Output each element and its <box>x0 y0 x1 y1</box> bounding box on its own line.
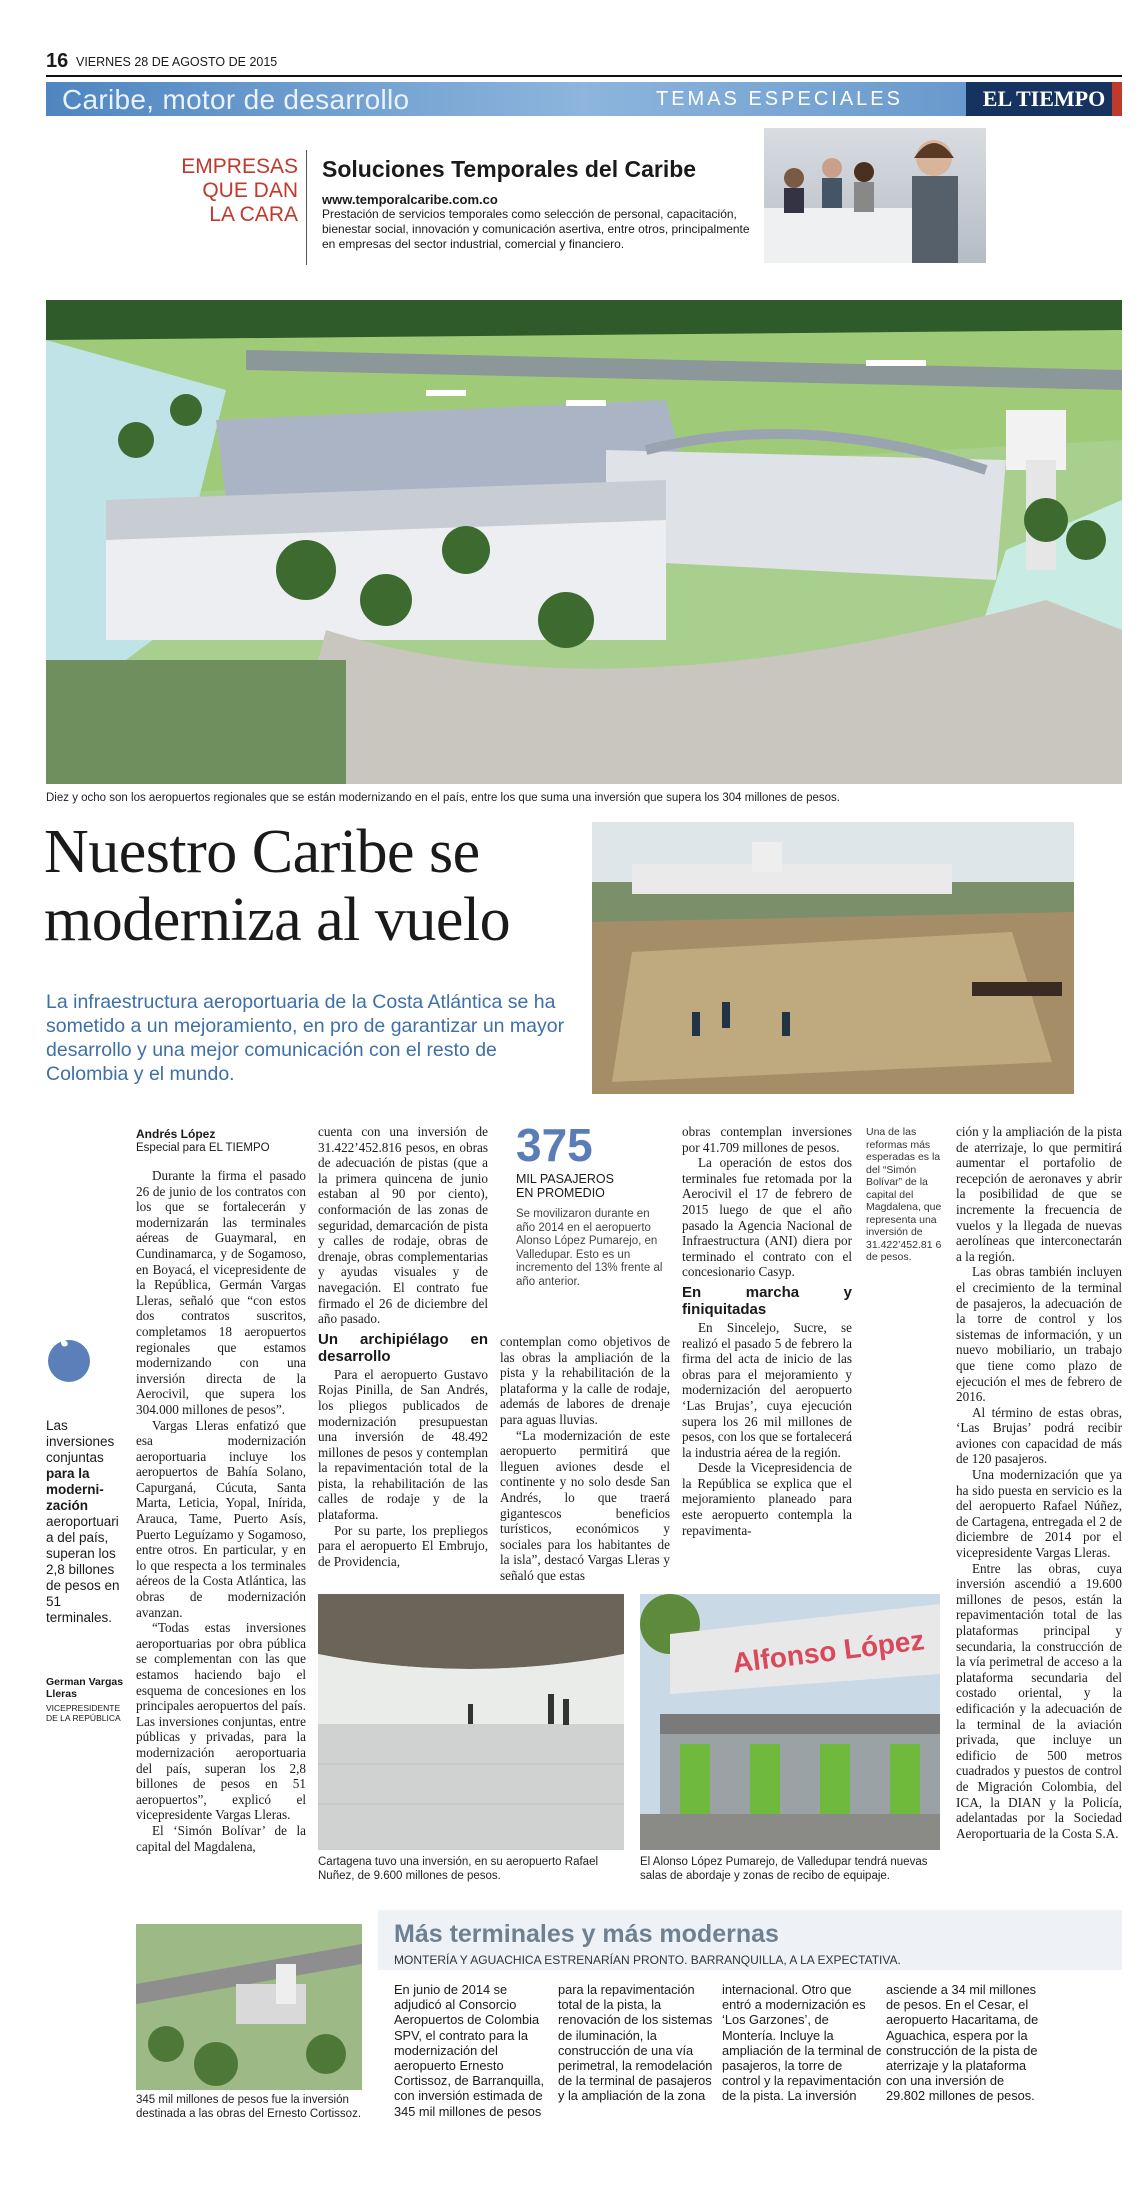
article-col-4: obras contemplan inversiones por 41.709 millones de pesos. La operación de estos dos terminales fue retomada por la Aerocivil el 17 de febrero de 2015 luego de que el año pasado la Agencia Nacional de Infraestructura (ANI) diera por terminado el contrato con el concesionario Casyp. En marcha y finiquitadas En Sincelejo, Sucre, se realizó el pasado 5 de febrero la firma del acta de inicio de las obras para el mejoramiento y modernización del aeropuerto ‘Las Brujas’, cuya ejecución supera los 26 mil millones de pesos, con los que se fortalecerá la industria aérea de la región. Desde la Vicepresidencia de la República se explica que el mejoramiento planeado para este aeropuerto contempla la repavimenta- <box>682 1124 852 1538</box>
main-photo-caption: Diez y ocho son los aeropuertos regionales que se están modernizando en el país, entre los que suma una inversión que supera los 304 millones de pesos. <box>46 792 840 804</box>
article-col-2: cuenta con una inversión de 31.422’452.816 pesos, en obras de adecuación de pistas (que a la primera quincena de junio estaban al 90 por ciento), conformación de las zonas de seguridad, demarcación de pista y calles de rodaje, obras de drenaje, obras complementarias y ayudas visuales y de navegación. El contrato fue firmado el 26 de diciembre del año pasado. Un archipiélago en desarrollo Para el aeropuerto Gustavo Rojas Pinilla, de San Andrés, los pliegos publicados de modernización presupuestan una inversión de 48.492 millones de pesos y contemplan la repavimentación total de la pista, la rehabilitación de las calles de rodaje y de la plataforma. Por su parte, los prepliegos para el aeropuerto El Embrujo, de Providencia, <box>318 1124 488 1569</box>
terminal-interior-illustration <box>318 1594 624 1850</box>
quote-author: German Vargas Lleras <box>46 1676 124 1700</box>
aerial-illustration <box>136 1924 362 2090</box>
caption-barranquilla: 345 mil millones de pesos fue la inversión destinada a las obras del Ernesto Cortissoz. <box>136 2094 362 2120</box>
box-col-4: asciende a 34 mil millones de pesos. En el Cesar, el aeropuerto Hacaritama, de Aguachica, espera por la construcción de la pista de aterrizaje y la plataforma con una inversión de 29.802 millones de pesos. <box>886 1982 1039 2104</box>
stat-label: MIL PASAJEROS EN PROMEDIO <box>516 1172 614 1200</box>
page-date: VIERNES 28 DE AGOSTO DE 2015 <box>76 55 278 69</box>
byline-role: Especial para EL TIEMPO <box>136 1142 270 1154</box>
box-col-3: internacional. Otro que entró a modernización es ‘Los Garzones’, de Montería. Incluye la ampliación de la terminal de pasajeros, la torre de control y la repavimentación de la pista. La inversión <box>722 1982 882 2104</box>
ad-company: Soluciones Temporales del Caribe <box>322 156 697 182</box>
subhead-marcha: En marcha y finiquitadas <box>682 1283 852 1318</box>
box-subtitle: MONTERÍA Y AGUACHICA ESTRENARÍAN PRONTO. BARRANQUILLA, A LA EXPECTATIVA. <box>394 1953 901 1967</box>
ad-tag: EMPRESAS QUE DAN LA CARA <box>181 155 298 226</box>
caption-cartagena: Cartagena tuvo una inversión, en su aeropuerto Rafael Nuñez, de 9.600 millones de pesos. <box>318 1856 599 1882</box>
article-col-1: Durante la firma el pasado 26 de junio de los contratos con los que se fortalecerán y modernizarán las terminales aéreas de Guaymaral, en Cundinamarca, y de Sogamoso, en Boyacá, el vicepresidente de la República, Germán Vargas Lleras, señaló que “con estos dos contratos suscritos, completamos 18 aeropuertos regionales que estamos modernizando con una inversión directa de la Aerocivil, que supera los 304.000 millones de pesos”. Vargas Lleras enfatizó que esa modernización aeroportuaria incluye los aeropuertos de Bahía Solano, Capurganá, Cúcuta, Santa Marta, Leticia, Yopal, Inírida, Arauca, Tame, Puerto Asís, Puerto Leguízamo y Sogamoso, entre otros. En particular, y en lo que respecta a los terminales aéreos de la Costa Atlántica, las obras de modernización avanzan. “Todas estas inversiones aeroportuarias por obra pública se complementan con las que estamos haciendo bajo el esquema de concesiones en los principales aeropuertos del país. Las inversiones conjuntas, entre públicas y privadas, para la modernización aeroportuaria del país, superan los 2,8 billones de pesos en 51 aeropuertos”, explicó el vicepresidente Vargas Lleras. El ‘Simón Bolívar’ de la capital del Magdalena, <box>136 1168 306 1854</box>
quote-text: Las inversiones conjuntas para la moderni-zación aeroportuari a del país, superan los 2,8 billones de pesos en 51 terminales. <box>46 1418 120 1625</box>
quote-mark: ‘ <box>56 1323 74 1380</box>
box-title: Más terminales y más modernas <box>394 1920 779 1948</box>
side-note: Una de las reformas más esperadas es la del “Simón Bolívar” de la capital del Magdalena, que representa una inversión de 31.422’452.81 6 de pesos. <box>866 1126 942 1263</box>
construction-illustration <box>592 822 1074 1094</box>
ad-description: Prestación de servicios temporales como selección de personal, capacitación, bienestar social, innovación y comunicación asertiva, entre otros, principalmente en empresas del sector industrial, comercial y financiero. <box>322 207 750 251</box>
article-col-5: ción y la ampliación de la pista de aterrizaje, lo que permitirá aumentar el portafolio de recepción de aeronaves y abrir la posibilidad de que se incremente la frecuencia de vuelos y la llegada de nuevas aerolíneas que interconectarán a la región. Las obras también incluyen el crecimiento de la terminal de pasajeros, la adecuación de la torre de control y los sistemas de información, y un nuevo mobiliario, un trabajo que tiene como plazo de ejecución el mes de febrero de 2016. Al término de estas obras, ‘Las Brujas’ podrá recibir aviones con capacidad de más de 120 pasajeros. Una modernización que ya ha sido puesta en servicio es la del aeropuerto Rafael Núñez, de Cartagena, entregada el 2 de diciembre de 2014 por el vicepresidente Vargas Lleras. Entre las obras, cuya inversión ascendió a 19.600 millones de pesos, están la repavimentación total de las plataformas principal y secundaria, la construcción de la vía perimetral de acceso a la plataforma secundaria del costado oriental, y la edificación y la adecuación de la terminal de la aviación privada, que incluye un edificio de 500 metros cuadrados y puestos de control de Migración Colombia, del ICA, la DIAN y la Policía, adelantadas por la Sociedad Aeroportuaria de la Costa S.A. <box>956 1124 1122 1841</box>
headline: Nuestro Caribe se moderniza al vuelo <box>44 818 511 954</box>
banner-accent <box>1112 82 1122 116</box>
construction-photo <box>592 822 1074 1094</box>
airport-render-photo <box>46 300 1122 784</box>
airport-illustration <box>46 300 1122 784</box>
box-col-2: para la repavimentación total de la pista, la renovación de los sistemas de iluminación, la construcción de una vía perimetral, la remodelación de la terminal de pasajeros y la ampliación de la zona <box>558 1982 713 2104</box>
lede: La infraestructura aeroportuaria de la Costa Atlántica se ha sometido a un mejoramiento, en pro de garantizar un mayor desarrollo y una mejor comunicación con el resto de Colombia y el mundo. <box>46 991 565 1085</box>
section-label: TEMAS ESPECIALES <box>656 88 903 110</box>
quote-role: VICEPRESIDENTE DE LA REPÚBLICA <box>46 1703 121 1723</box>
brand-logo: EL TIEMPO <box>966 82 1122 116</box>
section-banner <box>46 82 1122 116</box>
terminal-sign: Alfonso López <box>730 1624 926 1679</box>
banner-title: Caribe, motor de desarrollo <box>62 84 410 115</box>
header-rule <box>46 75 1122 77</box>
article-col-3: contemplan como objetivos de las obras la ampliación de la pista y la rehabilitación de la plataforma y la calle de rodaje, además de labores de drenaje para aguas lluvias. “La modernización de este aeropuerto permitirá que lleguen aviones desde el continente y no solo desde San Andrés, lo que traerá gigantescos beneficios turísticos, económicos y sociales para los habitantes de la isla”, destacó Vargas Lleras y señaló que estas <box>500 1334 670 1583</box>
ad-people-illustration <box>764 128 986 263</box>
ad-divider <box>306 150 307 265</box>
subhead-archipielago: Un archipiélago en desarrollo <box>318 1330 488 1365</box>
ad-url: www.temporalcaribe.com.co <box>322 192 498 207</box>
cartagena-terminal-photo <box>318 1594 624 1850</box>
caption-valledupar: El Alonso López Pumarejo, de Valledupar tendrá nuevas salas de abordaje y zonas de recibo de equipaje. <box>640 1856 928 1882</box>
stat-number: 375 <box>516 1119 593 1171</box>
valledupar-terminal-photo <box>640 1594 940 1850</box>
stat-description: Se movilizaron durante en año 2014 en el aeropuerto Alonso López Pumarejo, en Valledupar. Esto es un incremento del 13% frente al año anterior. <box>516 1208 663 1288</box>
barranquilla-airport-photo <box>136 1924 362 2090</box>
page-number: 16 <box>46 50 69 72</box>
ad-photo <box>764 128 986 263</box>
box-col-1: En junio de 2014 se adjudicó al Consorcio Aeropuertos de Colombia SPV, el contrato para la modernización del aeropuerto Ernesto Cortissoz, de Barranquilla, con inversión estimada de 345 mil millones de pesos <box>394 1982 545 2119</box>
byline-author: Andrés López <box>136 1127 216 1141</box>
